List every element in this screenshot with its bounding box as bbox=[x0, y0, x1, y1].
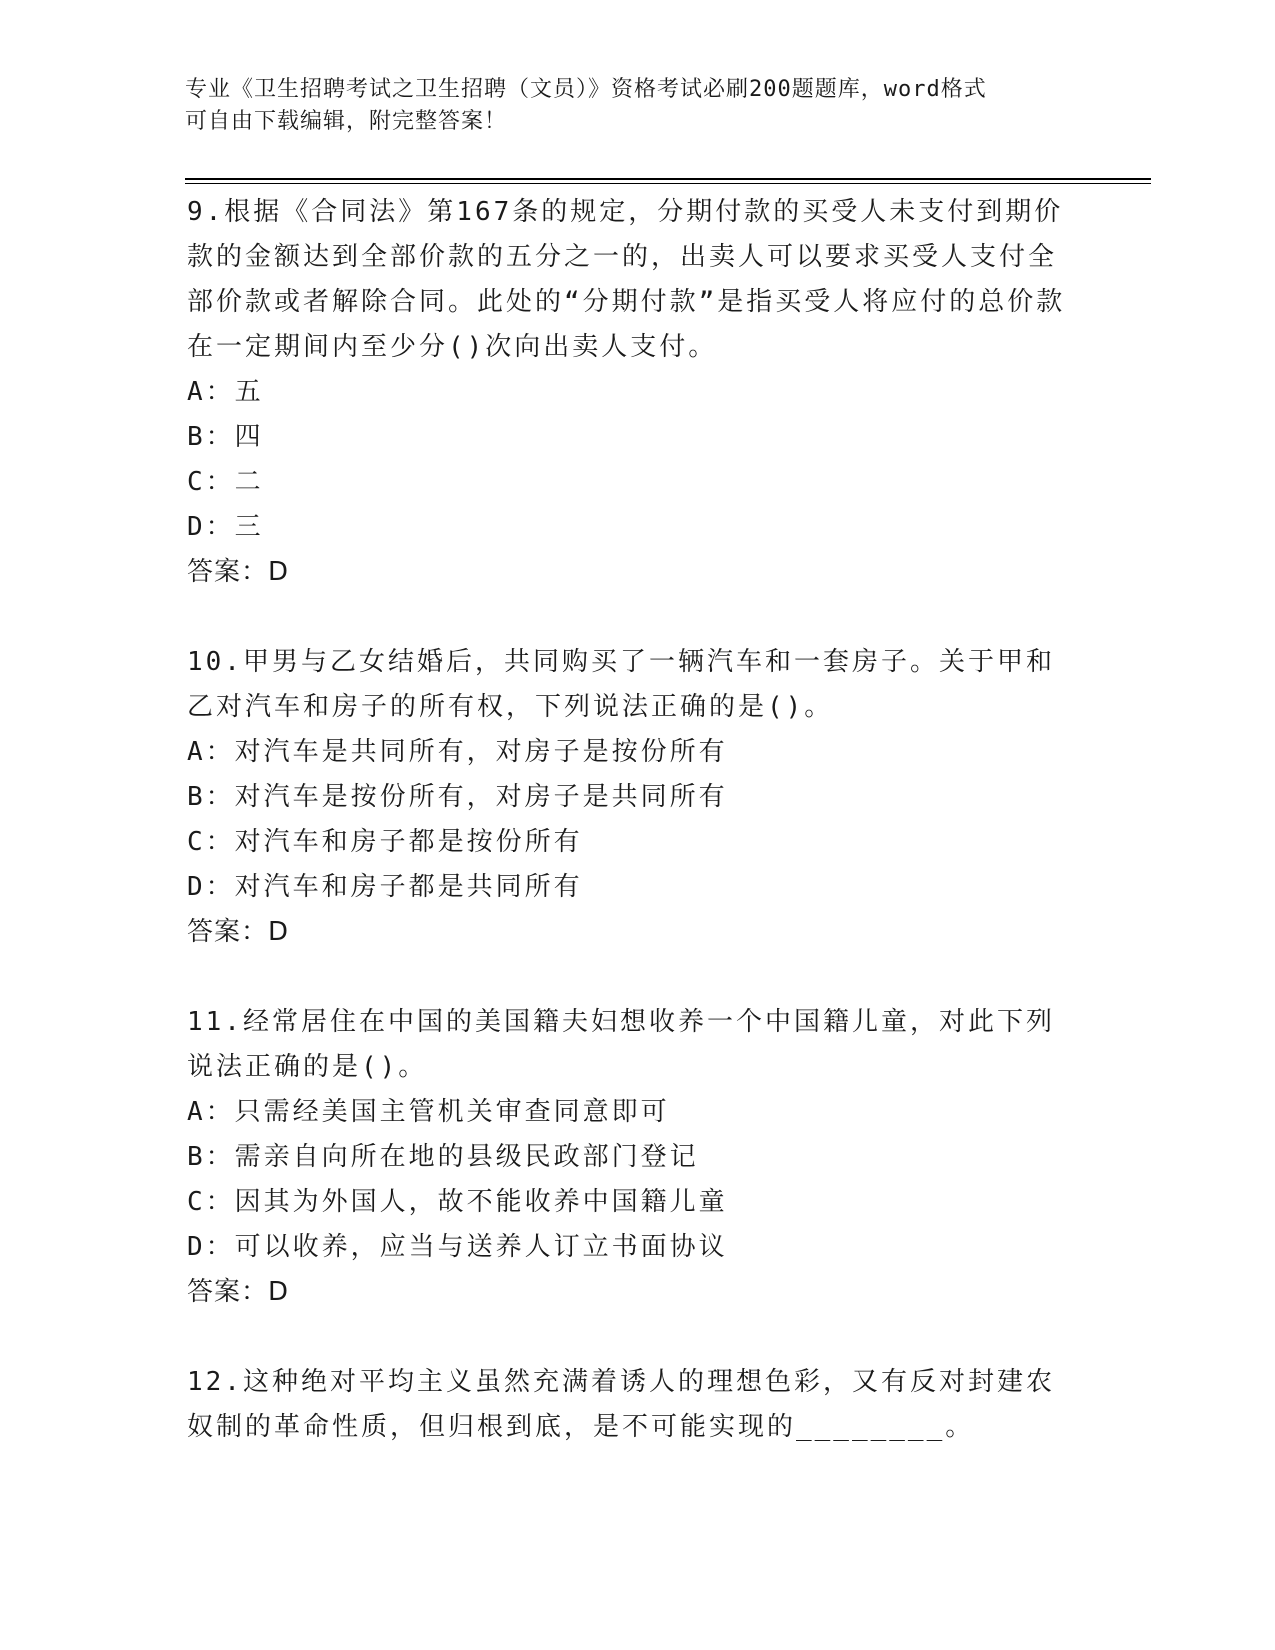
question-stem: 10.甲男与乙女结婚后，共同购买了一辆汽车和一套房子。关于甲和乙对汽车和房子的所有权，下列说法正确的是()。 bbox=[187, 647, 1055, 722]
question-11 bbox=[187, 1000, 1067, 1315]
option-b: B：需亲自向所在地的县级民政部门登记 bbox=[187, 1142, 699, 1172]
question-list bbox=[187, 190, 1067, 1450]
header-divider-thick bbox=[185, 178, 1151, 180]
question-9 bbox=[187, 190, 1067, 595]
answer-line: 答案：D bbox=[187, 917, 290, 947]
question-stem: 12.这种绝对平均主义虽然充满着诱人的理想色彩，又有反对封建农奴制的革命性质，但归根到底，是不可能实现的________。 bbox=[187, 1367, 1055, 1442]
question-12 bbox=[187, 1360, 1067, 1450]
answer-line: 答案：D bbox=[187, 557, 290, 587]
option-c: C：因其为外国人，故不能收养中国籍儿童 bbox=[187, 1187, 728, 1217]
question-stem: 9.根据《合同法》第167条的规定，分期付款的买受人未支付到期价款的金额达到全部价款的五分之一的，出卖人可以要求买受人支付全部价款或者解除合同。此处的“分期付款”是指买受人将应付的总价款在一定期间内至少分()次向出卖人支付。 bbox=[187, 197, 1066, 362]
option-b: B：对汽车是按份所有，对房子是共同所有 bbox=[187, 782, 728, 812]
option-d: D：三 bbox=[187, 512, 264, 542]
option-c: C：对汽车和房子都是按份所有 bbox=[187, 827, 583, 857]
option-b: B：四 bbox=[187, 422, 264, 452]
header-line-2: 可自由下载编辑，附完整答案！ bbox=[185, 109, 508, 134]
option-a: A：只需经美国主管机关审查同意即可 bbox=[187, 1097, 670, 1127]
option-a: A：对汽车是共同所有，对房子是按份所有 bbox=[187, 737, 728, 767]
header-line-1: 专业《卫生招聘考试之卫生招聘（文员）》资格考试必刷200题题库，word格式 bbox=[185, 77, 987, 102]
header-divider-thin bbox=[185, 183, 1151, 184]
option-d: D：可以收养，应当与送养人订立书面协议 bbox=[187, 1232, 728, 1262]
option-a: A：五 bbox=[187, 377, 264, 407]
question-stem: 11.经常居住在中国的美国籍夫妇想收养一个中国籍儿童，对此下列说法正确的是()。 bbox=[187, 1007, 1055, 1082]
document-header bbox=[185, 74, 1065, 138]
answer-line: 答案：D bbox=[187, 1277, 290, 1307]
option-d: D：对汽车和房子都是共同所有 bbox=[187, 872, 583, 902]
option-c: C：二 bbox=[187, 467, 264, 497]
question-10 bbox=[187, 640, 1067, 955]
